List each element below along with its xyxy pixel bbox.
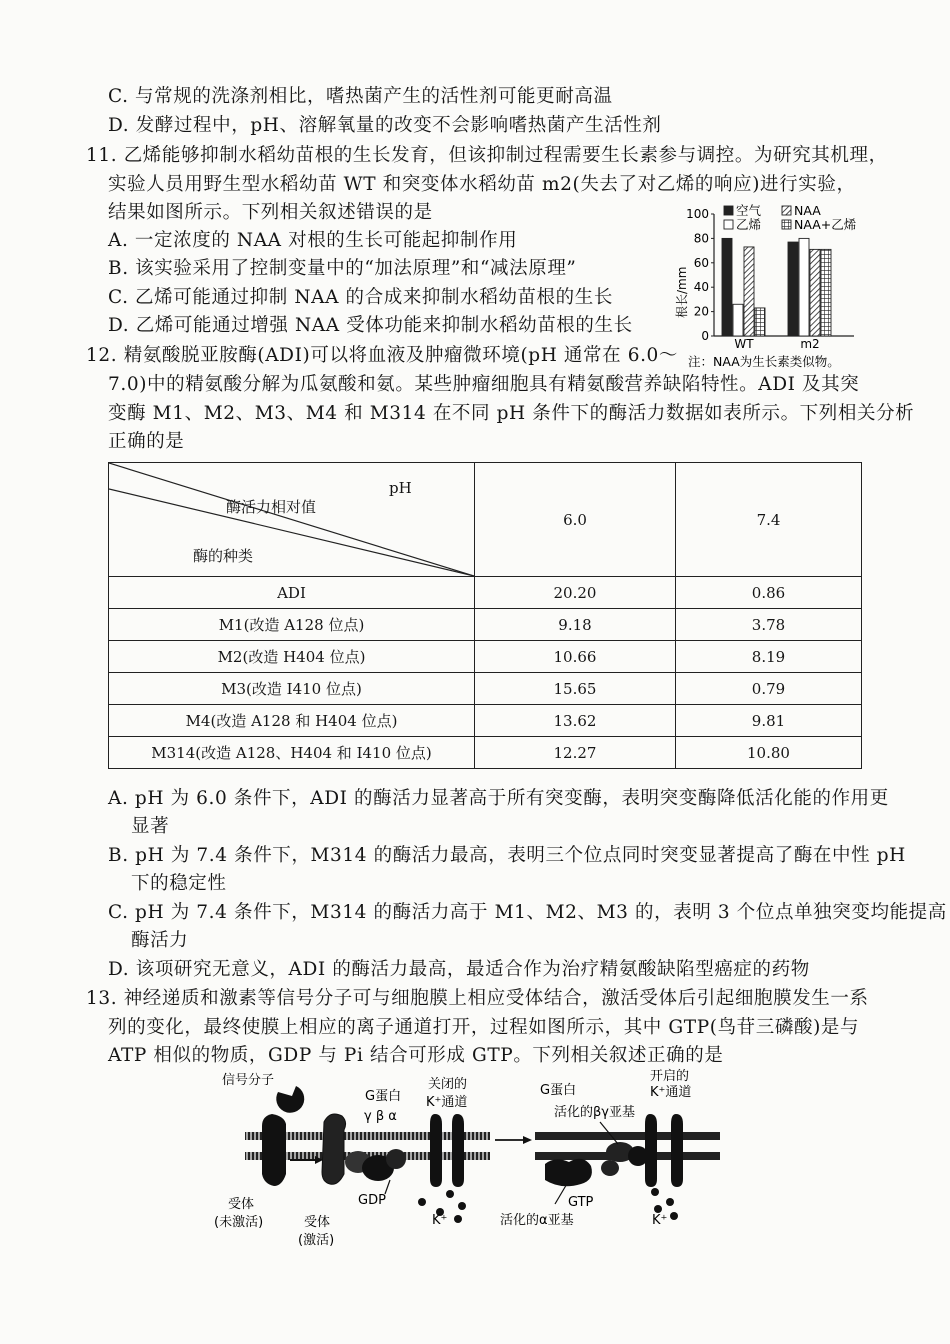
y-tick-label: 60 <box>693 255 709 270</box>
y-tick-label: 0 <box>701 329 709 343</box>
activated-alpha-subunit-icon <box>545 1159 619 1186</box>
q12-option-c-cont: 酶活力 <box>131 930 189 951</box>
q13-stem: ATP 相似的物质，GDP 与 Pi 结合可形成 GTP。下列相关叙述正确的是 <box>108 1045 724 1066</box>
row-value-6: 20.20 <box>475 577 676 609</box>
label-signal: 信号分子 <box>222 1073 275 1088</box>
chart-note: 注：NAA为生长素类似物。 <box>688 354 840 369</box>
q11-stem: 结果如图所示。下列相关叙述错误的是 <box>108 202 433 223</box>
row-name: M314(改造 A128、H404 和 I410 位点) <box>109 737 475 769</box>
receptor-inactive-icon <box>262 1114 286 1186</box>
label-g-protein-left: G蛋白 <box>365 1089 402 1104</box>
table-header-diagonal <box>109 463 475 577</box>
table-row <box>109 609 862 641</box>
row-name: M1(改造 A128 位点) <box>109 609 475 641</box>
q11-option-d: D. 乙烯可能通过增强 NAA 受体功能来抑制水稻幼苗根的生长 <box>108 315 633 336</box>
y-tick-label: 20 <box>693 304 709 319</box>
q11-stem: 实验人员用野生型水稻幼苗 WT 和突变体水稻幼苗 m2(失去了对乙烯的响应)进行实验， <box>108 174 856 195</box>
chart-ylabel: 根长/mm <box>675 266 689 318</box>
signal-transduction-diagram <box>200 1064 740 1254</box>
q12-option-b: B. pH 为 7.4 条件下，M314 的酶活力最高，表明三个位点同时突变显著提高了酶在中性 pH <box>108 845 906 866</box>
table-row <box>109 641 862 673</box>
bar-WT-2 <box>744 247 754 336</box>
legend-label: NAA+乙烯 <box>794 217 857 232</box>
q13-stem: 列的变化，最终使膜上相应的离子通道打开，过程如图所示，其中 GTP(鸟苷三磷酸)是与 <box>108 1017 860 1038</box>
bar-m2-3 <box>821 249 831 336</box>
bar-m2-1 <box>799 238 809 336</box>
q12-stem: 正确的是 <box>108 431 185 452</box>
label-g-protein-right: G蛋白 <box>540 1083 577 1098</box>
row-value-6: 13.62 <box>475 705 676 737</box>
label-k-channel: K⁺通道 <box>426 1095 468 1110</box>
q12-option-c: C. pH 为 7.4 条件下，M314 的酶活力高于 M1、M2、M3 的，表明 3 个位点单独突变均能提高 <box>108 902 947 923</box>
q11-option-c: C. 乙烯可能通过抑制 NAA 的合成来抑制水稻幼苗根的生长 <box>108 287 613 308</box>
open-k-channel-icon <box>645 1114 683 1187</box>
q13-stem: 13. 神经递质和激素等信号分子可与细胞膜上相应受体结合，激活受体后引起细胞膜发生一系 <box>86 988 869 1009</box>
legend-swatch <box>724 206 733 215</box>
row-name: M4(改造 A128 和 H404 位点) <box>109 705 475 737</box>
bar-m2-0 <box>788 242 798 336</box>
header-ph: pH <box>389 479 412 497</box>
row-value-6: 10.66 <box>475 641 676 673</box>
y-tick-label: 100 <box>686 207 709 221</box>
label-gdp: GDP <box>358 1193 386 1208</box>
label-k-ion: K⁺ <box>432 1213 448 1228</box>
root-length-chart <box>672 198 872 370</box>
x-tick-label: m2 <box>800 337 820 351</box>
q12-stem: 变酶 M1、M2、M3、M4 和 M314 在不同 pH 条件下的酶活力数据如表所示。下列相关分析 <box>108 403 915 424</box>
q12-stem: 7.0)中的精氨酸分解为瓜氨酸和氨。某些肿瘤细胞具有精氨酸营养缺陷特性。ADI 及其突 <box>108 374 860 395</box>
label-k-ion-2: K⁺ <box>652 1213 668 1228</box>
table-row <box>109 673 862 705</box>
row-name: ADI <box>109 577 475 609</box>
q12-option-d: D. 该项研究无意义，ADI 的酶活力最高，最适合作为治疗精氨酸缺陷型癌症的药物 <box>108 959 810 980</box>
bar-m2-2 <box>810 249 820 336</box>
header-activity: 酶活力相对值 <box>226 498 317 516</box>
col-ph-7-4: 7.4 <box>676 463 862 577</box>
q11-option-a: A. 一定浓度的 NAA 对根的生长可能起抑制作用 <box>108 230 518 251</box>
table-row <box>109 737 862 769</box>
bar-WT-1 <box>733 304 743 336</box>
row-value-7-4: 8.19 <box>676 641 862 673</box>
legend-label: 空气 <box>736 203 762 218</box>
y-tick-label: 40 <box>693 280 709 295</box>
legend-swatch <box>724 220 733 229</box>
row-name: M3(改造 I410 位点) <box>109 673 475 705</box>
x-tick-label: WT <box>734 337 754 351</box>
q11-option-b: B. 该实验采用了控制变量中的“加法原理”和“减法原理” <box>108 258 577 279</box>
label-opened: 开启的 <box>650 1069 690 1084</box>
row-name: M2(改造 H404 位点) <box>109 641 475 673</box>
label-gtp: GTP <box>568 1195 594 1210</box>
legend-swatch <box>782 206 791 215</box>
bar-WT-0 <box>722 238 732 336</box>
enzyme-activity-table <box>108 462 862 769</box>
label-inactive: (未激活) <box>214 1215 264 1230</box>
row-value-7-4: 0.79 <box>676 673 862 705</box>
row-value-7-4: 9.81 <box>676 705 862 737</box>
label-receptor-2: 受体 <box>304 1215 331 1230</box>
closed-k-channel-icon <box>430 1114 464 1187</box>
label-alpha-subunit: 活化的α亚基 <box>500 1213 574 1228</box>
table-row <box>109 577 862 609</box>
q12-option-b-cont: 下的稳定性 <box>131 873 227 894</box>
row-value-6: 15.65 <box>475 673 676 705</box>
signal-molecule-icon <box>276 1086 304 1113</box>
q10-option-c: C. 与常规的洗涤剂相比，嗜热菌产生的活性剂可能更耐高温 <box>108 86 613 107</box>
q12-option-a-cont: 显著 <box>131 816 170 837</box>
receptor-active-icon <box>322 1114 346 1184</box>
bar-WT-3 <box>755 308 765 336</box>
y-tick-label: 80 <box>693 231 709 246</box>
label-bg-subunit: 活化的βγ亚基 <box>554 1105 635 1120</box>
col-ph-6: 6.0 <box>475 463 676 577</box>
legend-label: NAA <box>794 203 821 218</box>
q10-option-d: D. 发酵过程中，pH、溶解氧量的改变不会影响嗜热菌产生活性剂 <box>108 115 662 136</box>
legend-swatch <box>782 220 791 229</box>
row-value-6: 9.18 <box>475 609 676 641</box>
row-value-6: 12.27 <box>475 737 676 769</box>
q12-option-a: A. pH 为 6.0 条件下，ADI 的酶活力显著高于所有突变酶，表明突变酶降低活化能的作用更 <box>108 788 889 809</box>
label-active: (激活) <box>298 1233 335 1248</box>
label-subunits: γ β α <box>364 1109 397 1124</box>
label-closed: 关闭的 <box>428 1077 468 1092</box>
legend-label: 乙烯 <box>736 217 762 232</box>
diagonal-lines <box>109 463 474 576</box>
table-row <box>109 705 862 737</box>
q11-stem: 11. 乙烯能够抑制水稻幼苗根的生长发育，但该抑制过程需要生长素参与调控。为研究其机理， <box>86 145 888 166</box>
label-receptor: 受体 <box>228 1197 255 1212</box>
row-value-7-4: 10.80 <box>676 737 862 769</box>
label-k-channel-2: K⁺通道 <box>650 1085 692 1100</box>
row-value-7-4: 3.78 <box>676 609 862 641</box>
header-enzyme-type: 酶的种类 <box>193 547 254 565</box>
q12-stem: 12. 精氨酸脱亚胺酶(ADI)可以将血液及肿瘤微环境(pH 通常在 6.0～ <box>86 345 679 366</box>
row-value-7-4: 0.86 <box>676 577 862 609</box>
